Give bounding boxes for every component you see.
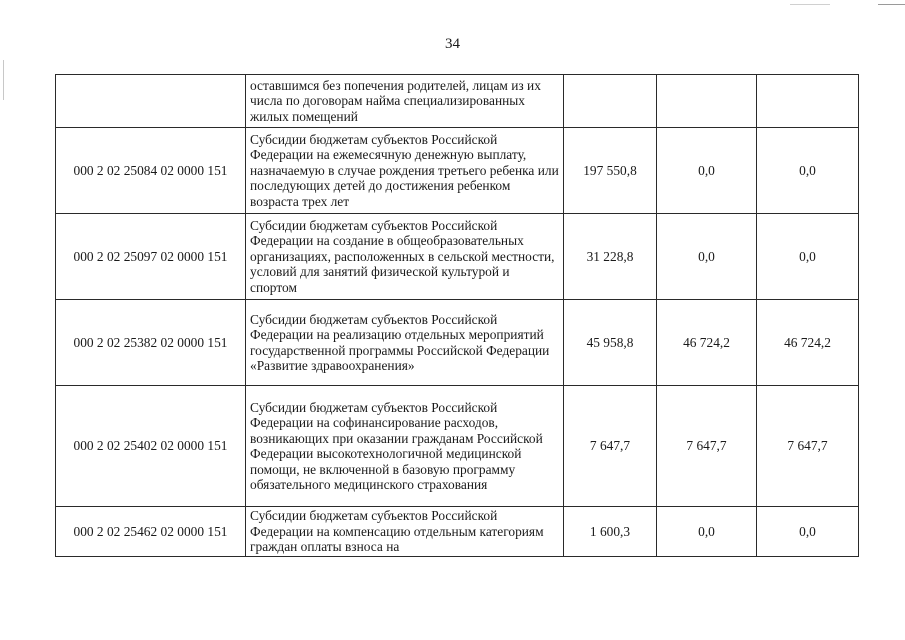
scan-edge-mark: [878, 4, 905, 5]
value-cell-year-1: 31 228,8: [564, 214, 657, 300]
value-cell-year-2: [657, 75, 757, 128]
description-cell: Субсидии бюджетам субъектов Российской Федерации на создание в общеобразовательных организациях, расположенных в сельской местности, условий для занятий физической культурой и спортом: [246, 214, 564, 300]
budget-code-cell: [56, 75, 246, 128]
table-row: [56, 214, 859, 300]
table-row: [56, 300, 859, 386]
table-row: [56, 386, 859, 507]
value-cell-year-1: 7 647,7: [564, 386, 657, 507]
budget-code-cell: 000 2 02 25097 02 0000 151: [56, 214, 246, 300]
value-cell-year-2: 0,0: [657, 128, 757, 214]
budget-code-cell: 000 2 02 25382 02 0000 151: [56, 300, 246, 386]
table-row: [56, 128, 859, 214]
budget-table: [55, 74, 859, 557]
description-cell: Субсидии бюджетам субъектов Российской Федерации на софинансирование расходов, возникающих при оказании гражданам Российской Федерации высокотехнологичной медицинской помощи, не включенной в базовую программу обязательного медицинского страхования: [246, 386, 564, 507]
value-cell-year-1: [564, 75, 657, 128]
budget-code-cell: 000 2 02 25402 02 0000 151: [56, 386, 246, 507]
value-cell-year-2: 0,0: [657, 214, 757, 300]
table-row: [56, 75, 859, 128]
budget-code-cell: 000 2 02 25084 02 0000 151: [56, 128, 246, 214]
value-cell-year-3: [757, 75, 859, 128]
scan-edge-mark: [790, 4, 830, 5]
page-number: 34: [445, 36, 460, 52]
value-cell-year-1: 197 550,8: [564, 128, 657, 214]
value-cell-year-1: 1 600,3: [564, 507, 657, 557]
table-row: [56, 507, 859, 557]
value-cell-year-1: 45 958,8: [564, 300, 657, 386]
value-cell-year-3: 0,0: [757, 128, 859, 214]
value-cell-year-3: 46 724,2: [757, 300, 859, 386]
value-cell-year-3: 0,0: [757, 507, 859, 557]
description-cell: оставшимся без попечения родителей, лицам из их числа по договорам найма специализированных жилых помещений: [246, 75, 564, 128]
value-cell-year-3: 0,0: [757, 214, 859, 300]
description-cell: Субсидии бюджетам субъектов Российской Федерации на ежемесячную денежную выплату, назначаемую в случае рождения третьего ребенка или последующих детей до достижения ребенком возраста трех лет: [246, 128, 564, 214]
value-cell-year-3: 7 647,7: [757, 386, 859, 507]
description-cell: Субсидии бюджетам субъектов Российской Федерации на реализацию отдельных мероприятий государственной программы Российской Федерации «Развитие здравоохранения»: [246, 300, 564, 386]
scan-edge-mark: [3, 60, 4, 100]
value-cell-year-2: 0,0: [657, 507, 757, 557]
value-cell-year-2: 46 724,2: [657, 300, 757, 386]
budget-code-cell: 000 2 02 25462 02 0000 151: [56, 507, 246, 557]
description-cell: Субсидии бюджетам субъектов Российской Федерации на компенсацию отдельным категориям граждан оплаты взноса на: [246, 507, 564, 557]
value-cell-year-2: 7 647,7: [657, 386, 757, 507]
